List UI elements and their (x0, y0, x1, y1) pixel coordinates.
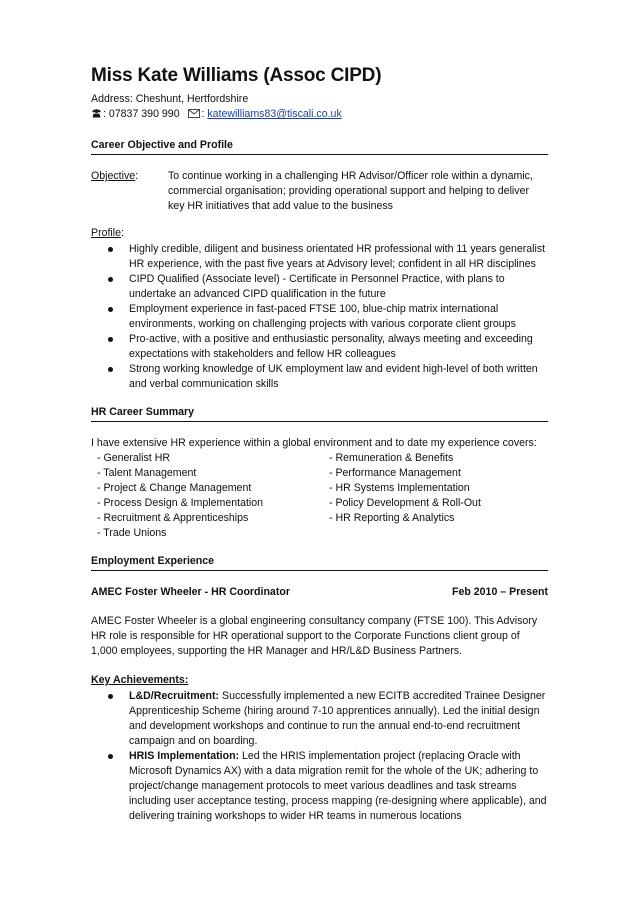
job-title: AMEC Foster Wheeler - HR Coordinator (91, 586, 290, 598)
achievements-heading: Key Achievements: (91, 674, 189, 686)
profile-label: Profile (91, 227, 122, 239)
hr-summary-heading: HR Career Summary (91, 405, 548, 422)
list-item: - Process Design & Implementation (97, 497, 264, 509)
list-item: - Recruitment & Apprenticeships (97, 512, 249, 524)
achievement-text: Led the HRIS implementation project (replacing Oracle with Microsoft Dynamics AX) with a data migration remit for the whole of the UK; adhering to project/change management protocols to meet various deadlines and task streams including user acceptance testing, process mapping (re-designing where applicable), and delivering training workshops to wider HR teams in numerous locations (129, 750, 547, 822)
career-objective-heading: Career Objective and Profile (91, 138, 548, 155)
job-description: AMEC Foster Wheeler is a global engineering consultancy company (FTSE 100). This Advisory HR role is responsible for HR operational support to the Corporate Functions client group of 1,000 employees, supporting the HR Manager and HR/L&D Business Partners. (91, 615, 538, 657)
objective-label: Objective (91, 170, 136, 182)
list-item: CIPD Qualified (Associate level) - Certificate in Personnel Practice, with plans to undertake an advanced CIPD qualification in the future (91, 272, 548, 302)
profile-label-wrap (91, 226, 548, 241)
list-item: - Talent Management (97, 467, 197, 479)
phone-number: : 07837 390 990 (103, 108, 180, 120)
job-header (91, 585, 548, 600)
email-link[interactable]: katewilliams83@tiscali.co.uk (207, 108, 342, 120)
list-item (91, 689, 548, 749)
achievements-list (91, 689, 548, 824)
objective-text: To continue working in a challenging HR Advisor/Officer role within a dynamic, commercial organisation; providing operational support and helping to deliver key HR initiatives that add value to the business (168, 170, 533, 212)
achievement-title: L&D/Recruitment: (129, 690, 220, 702)
hr-summary-col-2 (323, 451, 481, 541)
hr-summary-columns (91, 451, 548, 541)
job-dates: Feb 2010 – Present (452, 586, 548, 598)
hr-summary-col-1 (91, 451, 323, 541)
list-item: - Generalist HR (97, 452, 170, 464)
profile-colon: : (121, 227, 124, 239)
employment-heading: Employment Experience (91, 554, 548, 571)
list-item: Pro-active, with a positive and enthusiastic personality, always meeting and exceeding expectations with stakeholders and fellow HR colleagues (91, 332, 548, 362)
list-item: - Project & Change Management (97, 482, 252, 494)
phone-icon (91, 108, 102, 123)
list-item: Highly credible, diligent and business orientated HR professional with 11 years generalist HR experience, with the past five years at Advisory level; confident in all HR disciplines (91, 242, 548, 272)
mail-icon (188, 108, 200, 123)
list-item: - HR Reporting & Analytics (329, 512, 455, 524)
list-item: - Policy Development & Roll-Out (329, 497, 481, 509)
objective-label-wrap (91, 169, 168, 214)
candidate-name: Miss Kate Williams (Assoc CIPD) (91, 65, 382, 86)
list-item: Strong working knowledge of UK employment law and evident high-level of both written and verbal communication skills (91, 362, 548, 392)
contact-line (91, 107, 548, 123)
list-item (91, 749, 548, 824)
objective-row (91, 169, 548, 214)
address-line: Address: Cheshunt, Hertfordshire (91, 93, 249, 105)
list-item: - Trade Unions (97, 527, 167, 539)
email-prefix: : (201, 108, 205, 120)
achievement-title: HRIS Implementation: (129, 750, 240, 762)
hr-summary-intro: I have extensive HR experience within a global environment and to date my experience covers: (91, 437, 537, 449)
objective-colon: : (135, 170, 139, 182)
profile-list (91, 242, 548, 392)
list-item: - Performance Management (329, 467, 461, 479)
list-item: - HR Systems Implementation (329, 482, 470, 494)
list-item: Employment experience in fast-paced FTSE 100, blue-chip matrix international environments, working on challenging projects with various corporate client groups (91, 302, 548, 332)
list-item: - Remuneration & Benefits (329, 452, 454, 464)
achievement-text: Successfully implemented a new ECITB accredited Trainee Designer Apprenticeship Scheme (hiring around 7-10 apprentices annually). Led the initial design and development workshops and continue to run the annual end-to-end recruitment campaign and on boarding. (129, 690, 546, 747)
